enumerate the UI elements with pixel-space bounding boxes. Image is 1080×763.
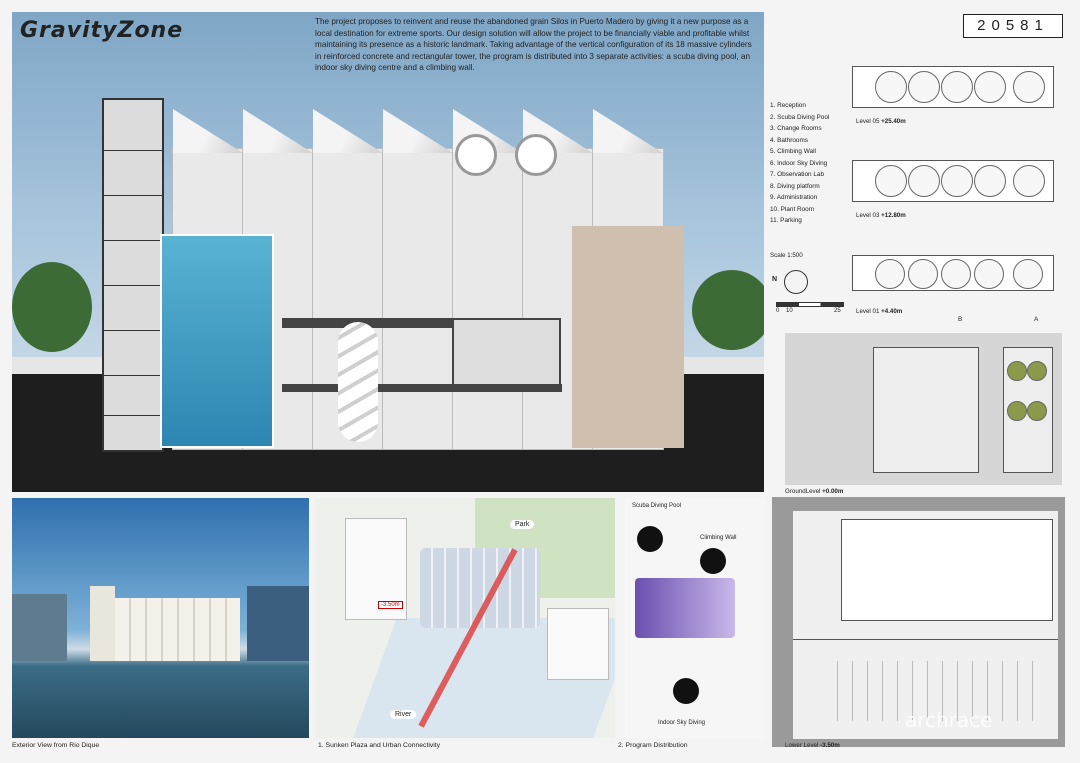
legend-item: 4. Bathrooms (770, 136, 809, 144)
exterior-render (12, 498, 309, 738)
scale-tick: 10 (786, 308, 793, 314)
legend-item: 5. Climbing Wall (770, 148, 816, 155)
caption-axo: 1. Sunken Plaza and Urban Connectivity (318, 742, 441, 749)
axonometric-diagram (315, 498, 615, 738)
plan-level01 (852, 255, 1054, 291)
section-mark-a: A (1034, 316, 1039, 323)
skydiver-icon (673, 678, 699, 704)
scale-tick: 25 (834, 308, 841, 314)
level05-label: Level 05 +25.40m (856, 118, 906, 125)
sunken-plaza-level: -3.50m (378, 601, 403, 609)
wind-tunnel-fan-icon (455, 134, 497, 176)
lower-level-label: Lower Level -3.50m (785, 742, 840, 749)
program-volume (635, 578, 735, 638)
spiral-ramp (338, 322, 378, 442)
scale-bar (776, 302, 844, 307)
tree (692, 270, 764, 350)
tree (12, 262, 92, 352)
plan-level03 (852, 160, 1054, 202)
scale-tick: 0 (776, 308, 780, 314)
legend-item: 10. Plant Room (770, 205, 815, 213)
north-label: N (772, 276, 778, 283)
program-diagram (625, 498, 765, 738)
level03-label: Level 03 +12.80m (856, 212, 906, 219)
section-mark-b: B (958, 316, 963, 323)
legend-item: 2. Scuba Diving Pool (770, 113, 830, 121)
silo-grid (841, 519, 1053, 621)
legend-item: 8. Diving platform (770, 182, 820, 190)
building-block (547, 608, 609, 680)
program-label-climbing: Climbing Wall (700, 535, 737, 541)
program-label-scuba: Scuba Diving Pool (632, 503, 682, 509)
silo-grid (873, 347, 979, 473)
plan-ground-level (785, 333, 1062, 485)
program-label-skydiving: Indoor Sky Diving (658, 720, 706, 726)
plan-level05 (852, 66, 1054, 108)
legend-item: 1. Reception (770, 102, 806, 109)
entry-number: 20581 (963, 14, 1063, 38)
wind-tunnel-fan-icon (515, 134, 557, 176)
legend-item: 6. Indoor Sky Diving (770, 159, 828, 167)
north-arrow-icon (784, 270, 808, 294)
legend-item: 9. Administration (770, 194, 818, 201)
climber-icon (700, 548, 726, 574)
ground-level-label: GroundLevel +0.00m (785, 488, 844, 495)
legend-item: 7. Observation Lab (770, 171, 824, 178)
main-section-render (12, 12, 764, 492)
program-legend (770, 100, 829, 227)
legend-item: 11. Parking (770, 217, 802, 224)
legend-item: 3. Change Rooms (770, 125, 822, 132)
sky-diving-chamber (452, 318, 561, 390)
climbing-wall (572, 226, 684, 448)
floor-slab (282, 384, 562, 392)
scale-label: Scale 1:500 (770, 252, 803, 259)
diver-icon (637, 526, 663, 552)
silo-section (382, 148, 454, 450)
tower-section (102, 98, 164, 452)
watermark: archrace (905, 708, 993, 732)
caption-program: 2. Program Distribution (618, 742, 688, 749)
silo-section (452, 148, 524, 450)
river-label: River (390, 710, 416, 719)
parking-floor (793, 511, 1058, 739)
caption-exterior: Exterior View from Rio Dique (12, 742, 100, 749)
diving-pool (160, 234, 274, 448)
project-description: The project proposes to reinvent and reuse the abandoned grain Silos in Puerto Madero by giving it a new purpose as a local destination for extreme sports. Our design solution will allow the project to be financially viable and profitable whilst maintaining its presence as a historic landmark. Taking advantage of the vertical configuration of its 18 massive cylinders in reinforced concrete and rectangular tower, the program is distributed into 3 separate activities: a scuba diving pool, an indoor sky diving centre and a climbing wall. (315, 17, 752, 72)
level01-label: Level 01 +4.40m (856, 308, 903, 315)
page-title: GravityZone (20, 18, 184, 43)
park-label: Park (510, 520, 534, 529)
